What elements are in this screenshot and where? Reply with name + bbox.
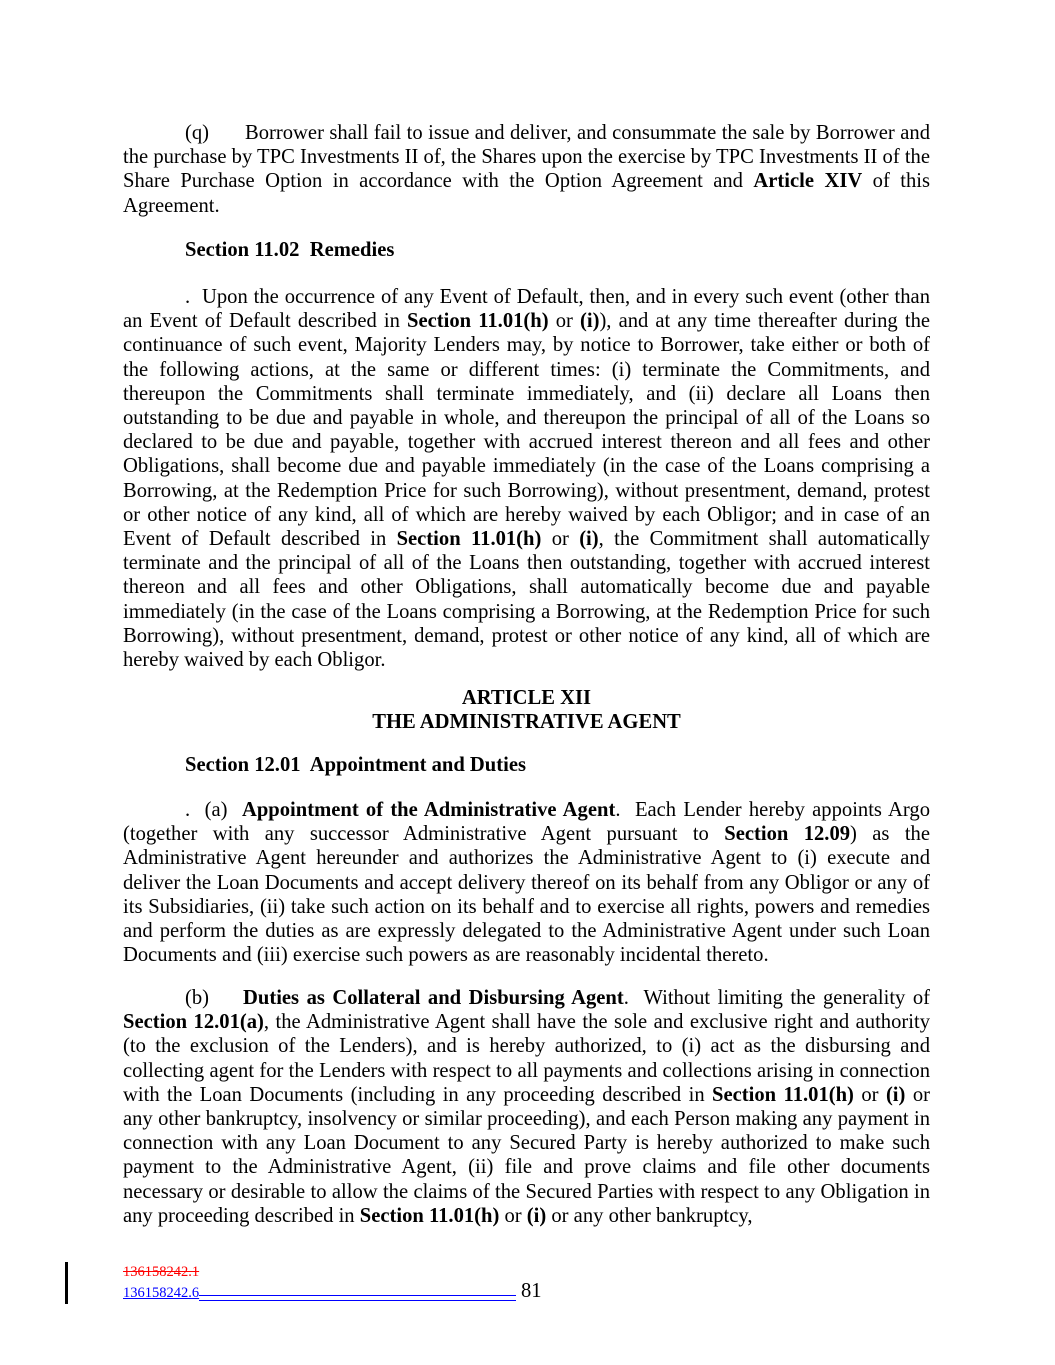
text-run: . Upon the occurrence of any Event of Default, then, and in every such event (other than an Event of Default described in xyxy=(123,286,930,333)
footer-document-number-deleted: 136158242.1 xyxy=(123,1264,200,1280)
text-run: or xyxy=(541,528,580,551)
text-run-bold: Section 12.01 Appointment and Duties xyxy=(185,754,526,776)
text-run: Borrower shall fail to issue and deliver, and consummate the sale by Borrower and the purchase by TPC Investments II of, the Shares upon the exercise by TPC Investments II of the Share Purchase Option in accordance with the Option Agreement and xyxy=(123,122,930,193)
footer-underline-rule xyxy=(199,1295,516,1301)
heading xyxy=(123,686,930,734)
text-run: or any other bankruptcy, xyxy=(546,1204,753,1227)
text-run-bold: Section 11.01(h) xyxy=(396,528,542,551)
text-run-bold: (i) xyxy=(885,1083,906,1106)
text-run: of this Agreement. xyxy=(123,170,930,217)
heading xyxy=(123,753,930,777)
text-run-bold: Section 11.01(h) xyxy=(359,1204,500,1227)
text-run-bold: (i) xyxy=(526,1204,547,1227)
text-run: (q) xyxy=(185,122,210,144)
text-run: (b) xyxy=(185,987,210,1009)
text-run: . Each Lender hereby appoints Argo (together with any successor Administrative Agent pursuant to xyxy=(123,799,931,846)
text-run-bold: Section 12.01(a) xyxy=(123,1011,264,1034)
text-run: or xyxy=(853,1083,886,1106)
text-run: or xyxy=(499,1204,527,1227)
text-run-bold: Appointment of the Administrative Agent xyxy=(241,799,616,821)
heading xyxy=(123,238,930,262)
text-run-bold: Article XIV xyxy=(753,170,863,193)
text-run: ) as the Administrative Agent hereunder and authorizes the Administrative Agent to (i) execute and deliver the Loan Documents and accept delivery thereof on its behalf from any Obligor or any of its Subsidiaries, (ii) take such action on its behalf and to exercise all rights, powers and remedies and perform the duties as are expressly delegated to the Administrative Agent under such Loan Documents and (iii) exercise such powers as are reasonably incidental thereto. xyxy=(123,823,930,967)
paragraph xyxy=(123,121,930,218)
text-run-bold: Section 12.09 xyxy=(724,823,851,846)
text-run: , the Commitment shall automatically terminate and the principal of all of the Loans then outstanding, together with accrued interest thereon and all fees and other Obligations, shall automatically become due and payable immediately (in the case of the Loans comprising a Borrowing, at the Redemption Price for such Borrowing), without presentment, demand, protest or other notice of any kind, all of which are hereby waived by each Obligor. xyxy=(123,528,930,672)
heading-line: THE ADMINISTRATIVE AGENT xyxy=(372,711,681,734)
text-run: ), and at any time thereafter during the continuance of such event, Majority Lenders may, by notice to Borrower, take either or both of the following actions, at the same or different times: (i) terminate the Commitments, and thereupon the Commitments shall terminate immediately, and (ii) declare all Loans then outstanding to be due and payable in whole, and thereupon the principal of all of the Loans so declared to be due and payable, together with accrued interest thereon and all fees and other Obligations, shall become due and payable immediately (in the case of the Loans comprising a Borrowing, at the Redemption Price for such Borrowing), without presentment, demand, protest or other notice of any kind, all of which are hereby waived by each Obligor; and in case of an Event of Default described in xyxy=(123,310,931,551)
text-run-bold: (i) xyxy=(580,310,600,333)
text-run-bold: (i) xyxy=(579,528,599,551)
text-run-bold: Section 11.01(h) xyxy=(712,1083,854,1106)
text-run: , the Administrative Agent shall have the sole and exclusive right and authority (to the exclusion of the Lenders), and is hereby authorized, to (i) act as the disbursing and collecting agent for the Lenders with respect to all payments and collections arising in connection with the Loan Documents (including in any proceeding described in xyxy=(123,1011,930,1106)
text-run: or any other bankruptcy, insolvency or similar proceeding), and each Person making any payment in connection with any Loan Document to any Secured Party is hereby authorized to make such payment to the Administrative Agent, (ii) file and prove claims and file other documents necessary or desirable to allow the claims of the Secured Parties with respect to any Obligation in any proceeding described in xyxy=(123,1083,930,1227)
footer-document-number-row xyxy=(123,1284,516,1302)
footer-document-number-current: 136158242.6 xyxy=(123,1285,200,1301)
paragraph xyxy=(123,798,930,967)
paragraph xyxy=(123,285,930,672)
heading-line: ARTICLE XII xyxy=(461,687,592,709)
text-run: . (a) xyxy=(185,799,242,821)
revision-change-bar xyxy=(65,1262,68,1304)
text-run-bold: Duties as Collateral and Disbursing Agent xyxy=(243,987,624,1009)
text-run: . Without limiting the generality of xyxy=(623,987,930,1009)
page-number: 81 xyxy=(521,1280,542,1302)
text-run-bold: Section 11.02 Remedies xyxy=(185,239,395,261)
paragraph xyxy=(123,986,930,1228)
text-run: or xyxy=(548,310,580,333)
text-run-bold: Section 11.01(h) xyxy=(407,310,549,333)
